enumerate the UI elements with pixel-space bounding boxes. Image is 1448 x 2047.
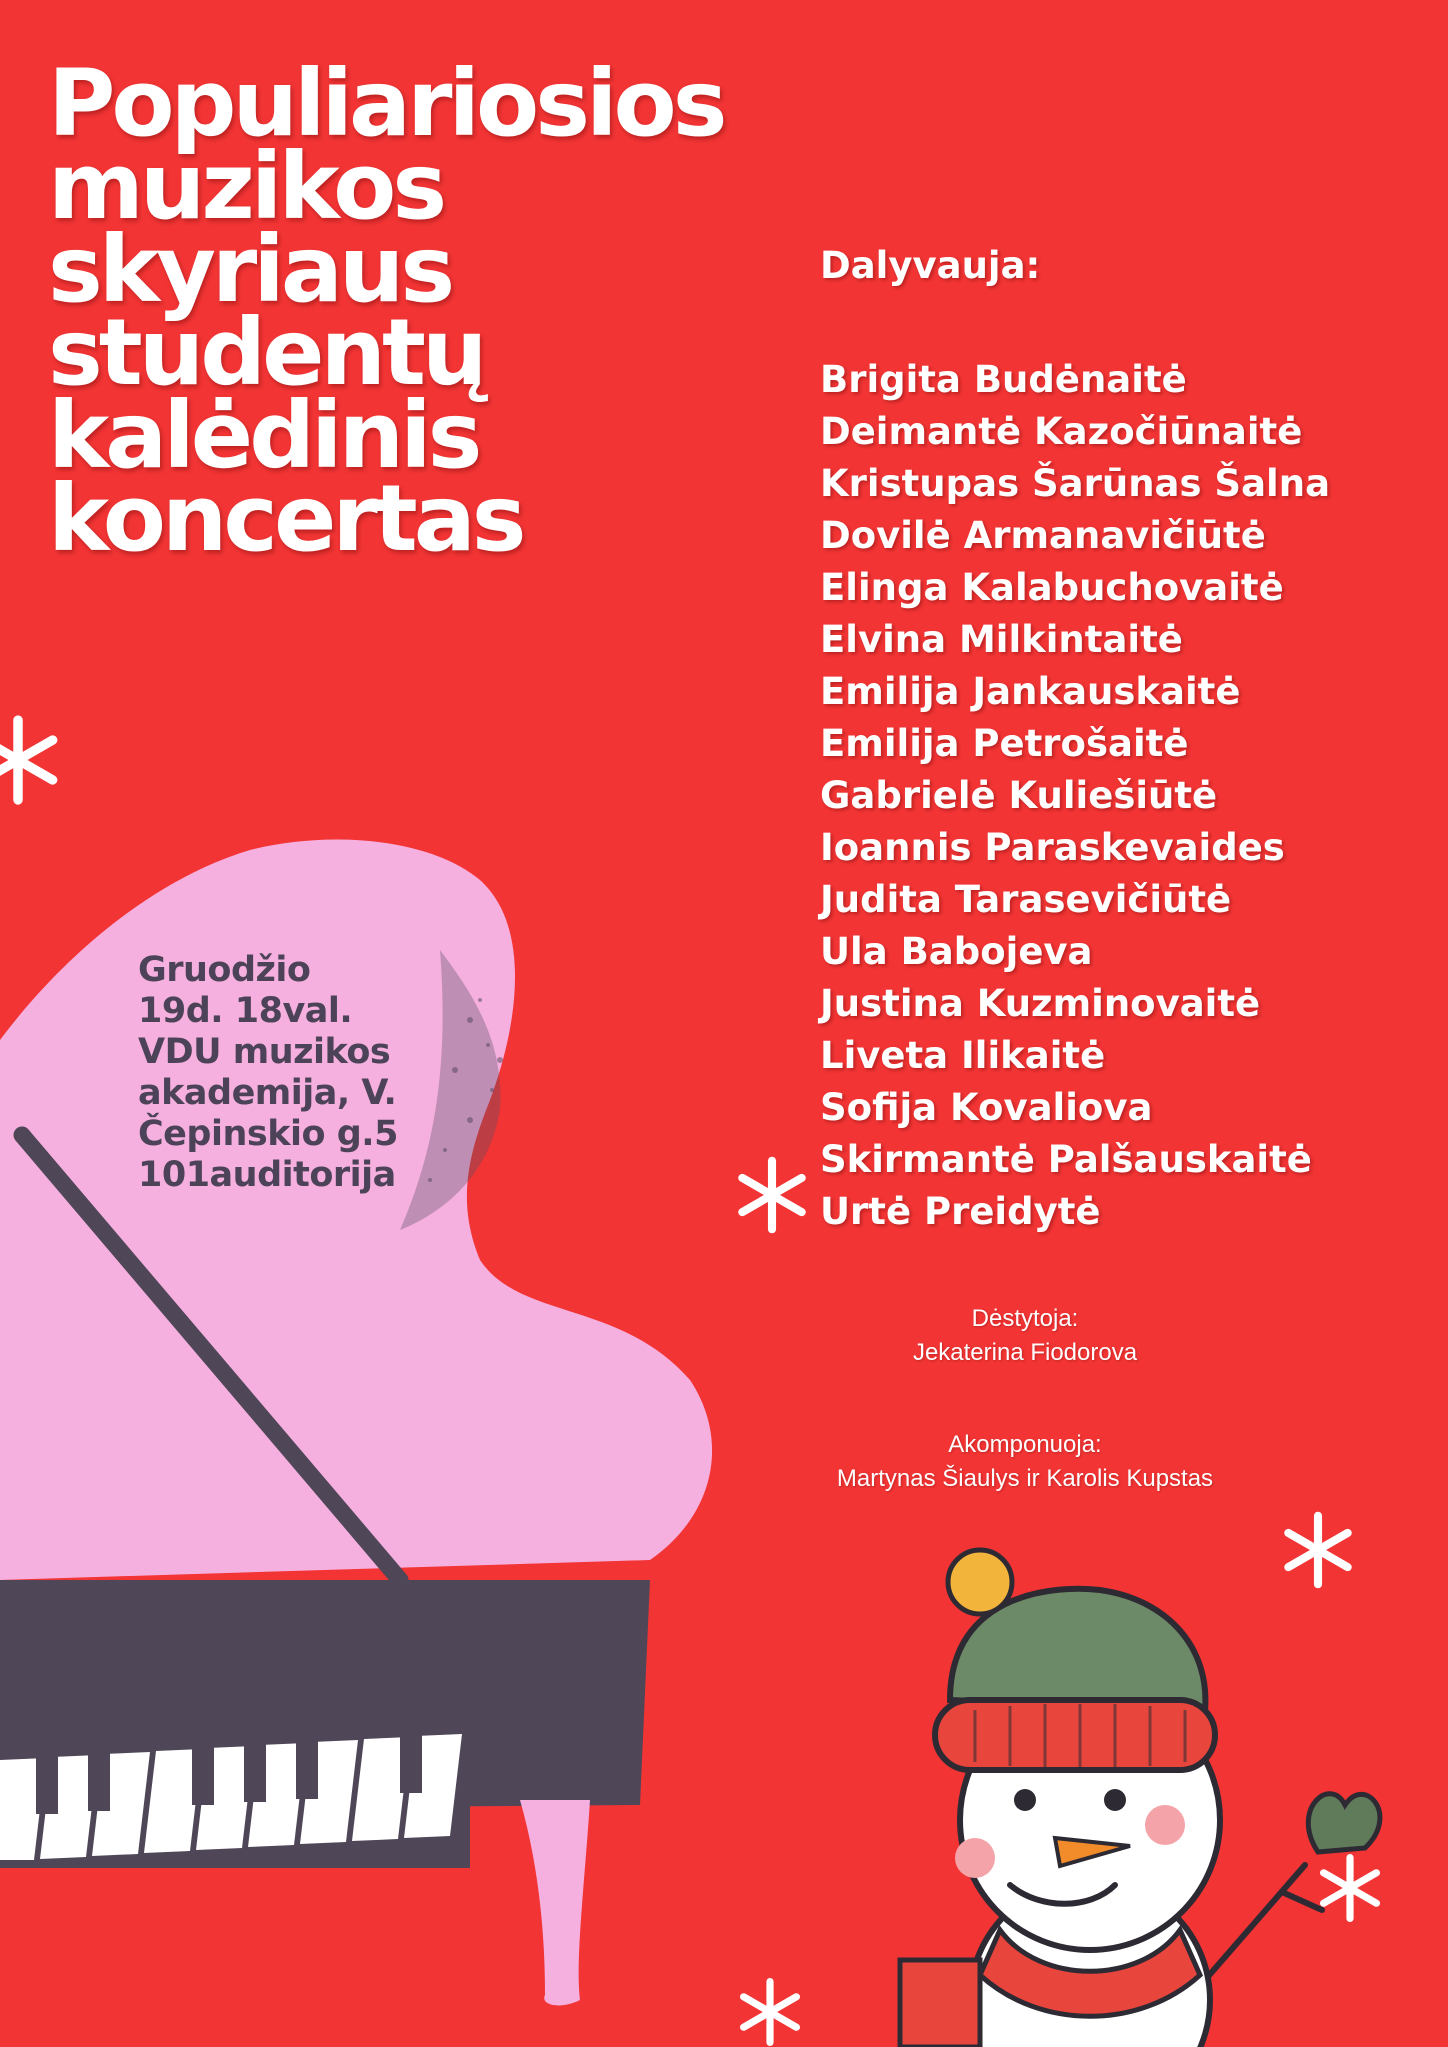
teacher-name: Jekaterina Fiodorova: [912, 1339, 1138, 1366]
participant-name: Sofija Kovaliova: [820, 1086, 1153, 1129]
participant-name: Ula Babojeva: [820, 930, 1093, 973]
participant-name: Gabrielė Kuliešiūtė: [820, 774, 1218, 817]
event-time-line: 19d. 18val.: [138, 991, 353, 1031]
participant-name: Emilija Petrošaitė: [820, 722, 1189, 765]
participant-name: Judita Tarasevičiūtė: [820, 878, 1232, 921]
participant-name: Elinga Kalabuchovaitė: [820, 566, 1284, 609]
participant-name: Dovilė Armanavičiūtė: [820, 514, 1266, 557]
title-line: studentų: [48, 299, 484, 406]
participants-list: [820, 240, 1330, 1238]
participants-heading: Dalyvauja:: [820, 244, 1041, 287]
participant-name: Ioannis Paraskevaides: [820, 826, 1285, 869]
event-address-line: Čepinskio g.5: [138, 1114, 398, 1154]
title-line: Populiariosios: [48, 50, 724, 157]
participant-name: Liveta Ilikaitė: [820, 1034, 1106, 1077]
participant-name: Brigita Budėnaitė: [820, 358, 1187, 401]
participant-name: Urtė Preidytė: [820, 1190, 1101, 1233]
teacher-label: Dėstytoja:: [971, 1305, 1079, 1332]
title-line: muzikos: [48, 133, 444, 240]
accompanist-names: Martynas Šiaulys ir Karolis Kupstas: [836, 1465, 1214, 1492]
event-date-line: Gruodžio: [138, 950, 311, 990]
event-room-line: 101auditorija: [138, 1155, 396, 1195]
teacher-credit: [760, 1302, 1290, 1370]
participant-name: Justina Kuzminovaitė: [820, 982, 1261, 1025]
event-venue-line: akademija, V.: [138, 1073, 397, 1113]
accompanist-label: Akomponuoja:: [948, 1431, 1102, 1458]
participant-name: Elvina Milkintaitė: [820, 618, 1183, 661]
participant-name: Skirmantė Palšauskaitė: [820, 1138, 1312, 1181]
snowman-illustration: [900, 1550, 1380, 2047]
participant-name: Kristupas Šarūnas Šalna: [820, 462, 1331, 505]
participant-name: Emilija Jankauskaitė: [820, 670, 1241, 713]
piano-leg: [520, 1800, 590, 2005]
event-venue-line: VDU muzikos: [138, 1032, 391, 1072]
poster-title: [48, 50, 808, 572]
title-line: kalėdinis: [48, 382, 479, 489]
accompanist-credit: [760, 1428, 1290, 1496]
title-line: koncertas: [48, 465, 523, 572]
event-details: [138, 950, 398, 1196]
title-line: skyriaus: [48, 216, 452, 323]
participant-name: Deimantė Kazočiūnaitė: [820, 410, 1303, 453]
